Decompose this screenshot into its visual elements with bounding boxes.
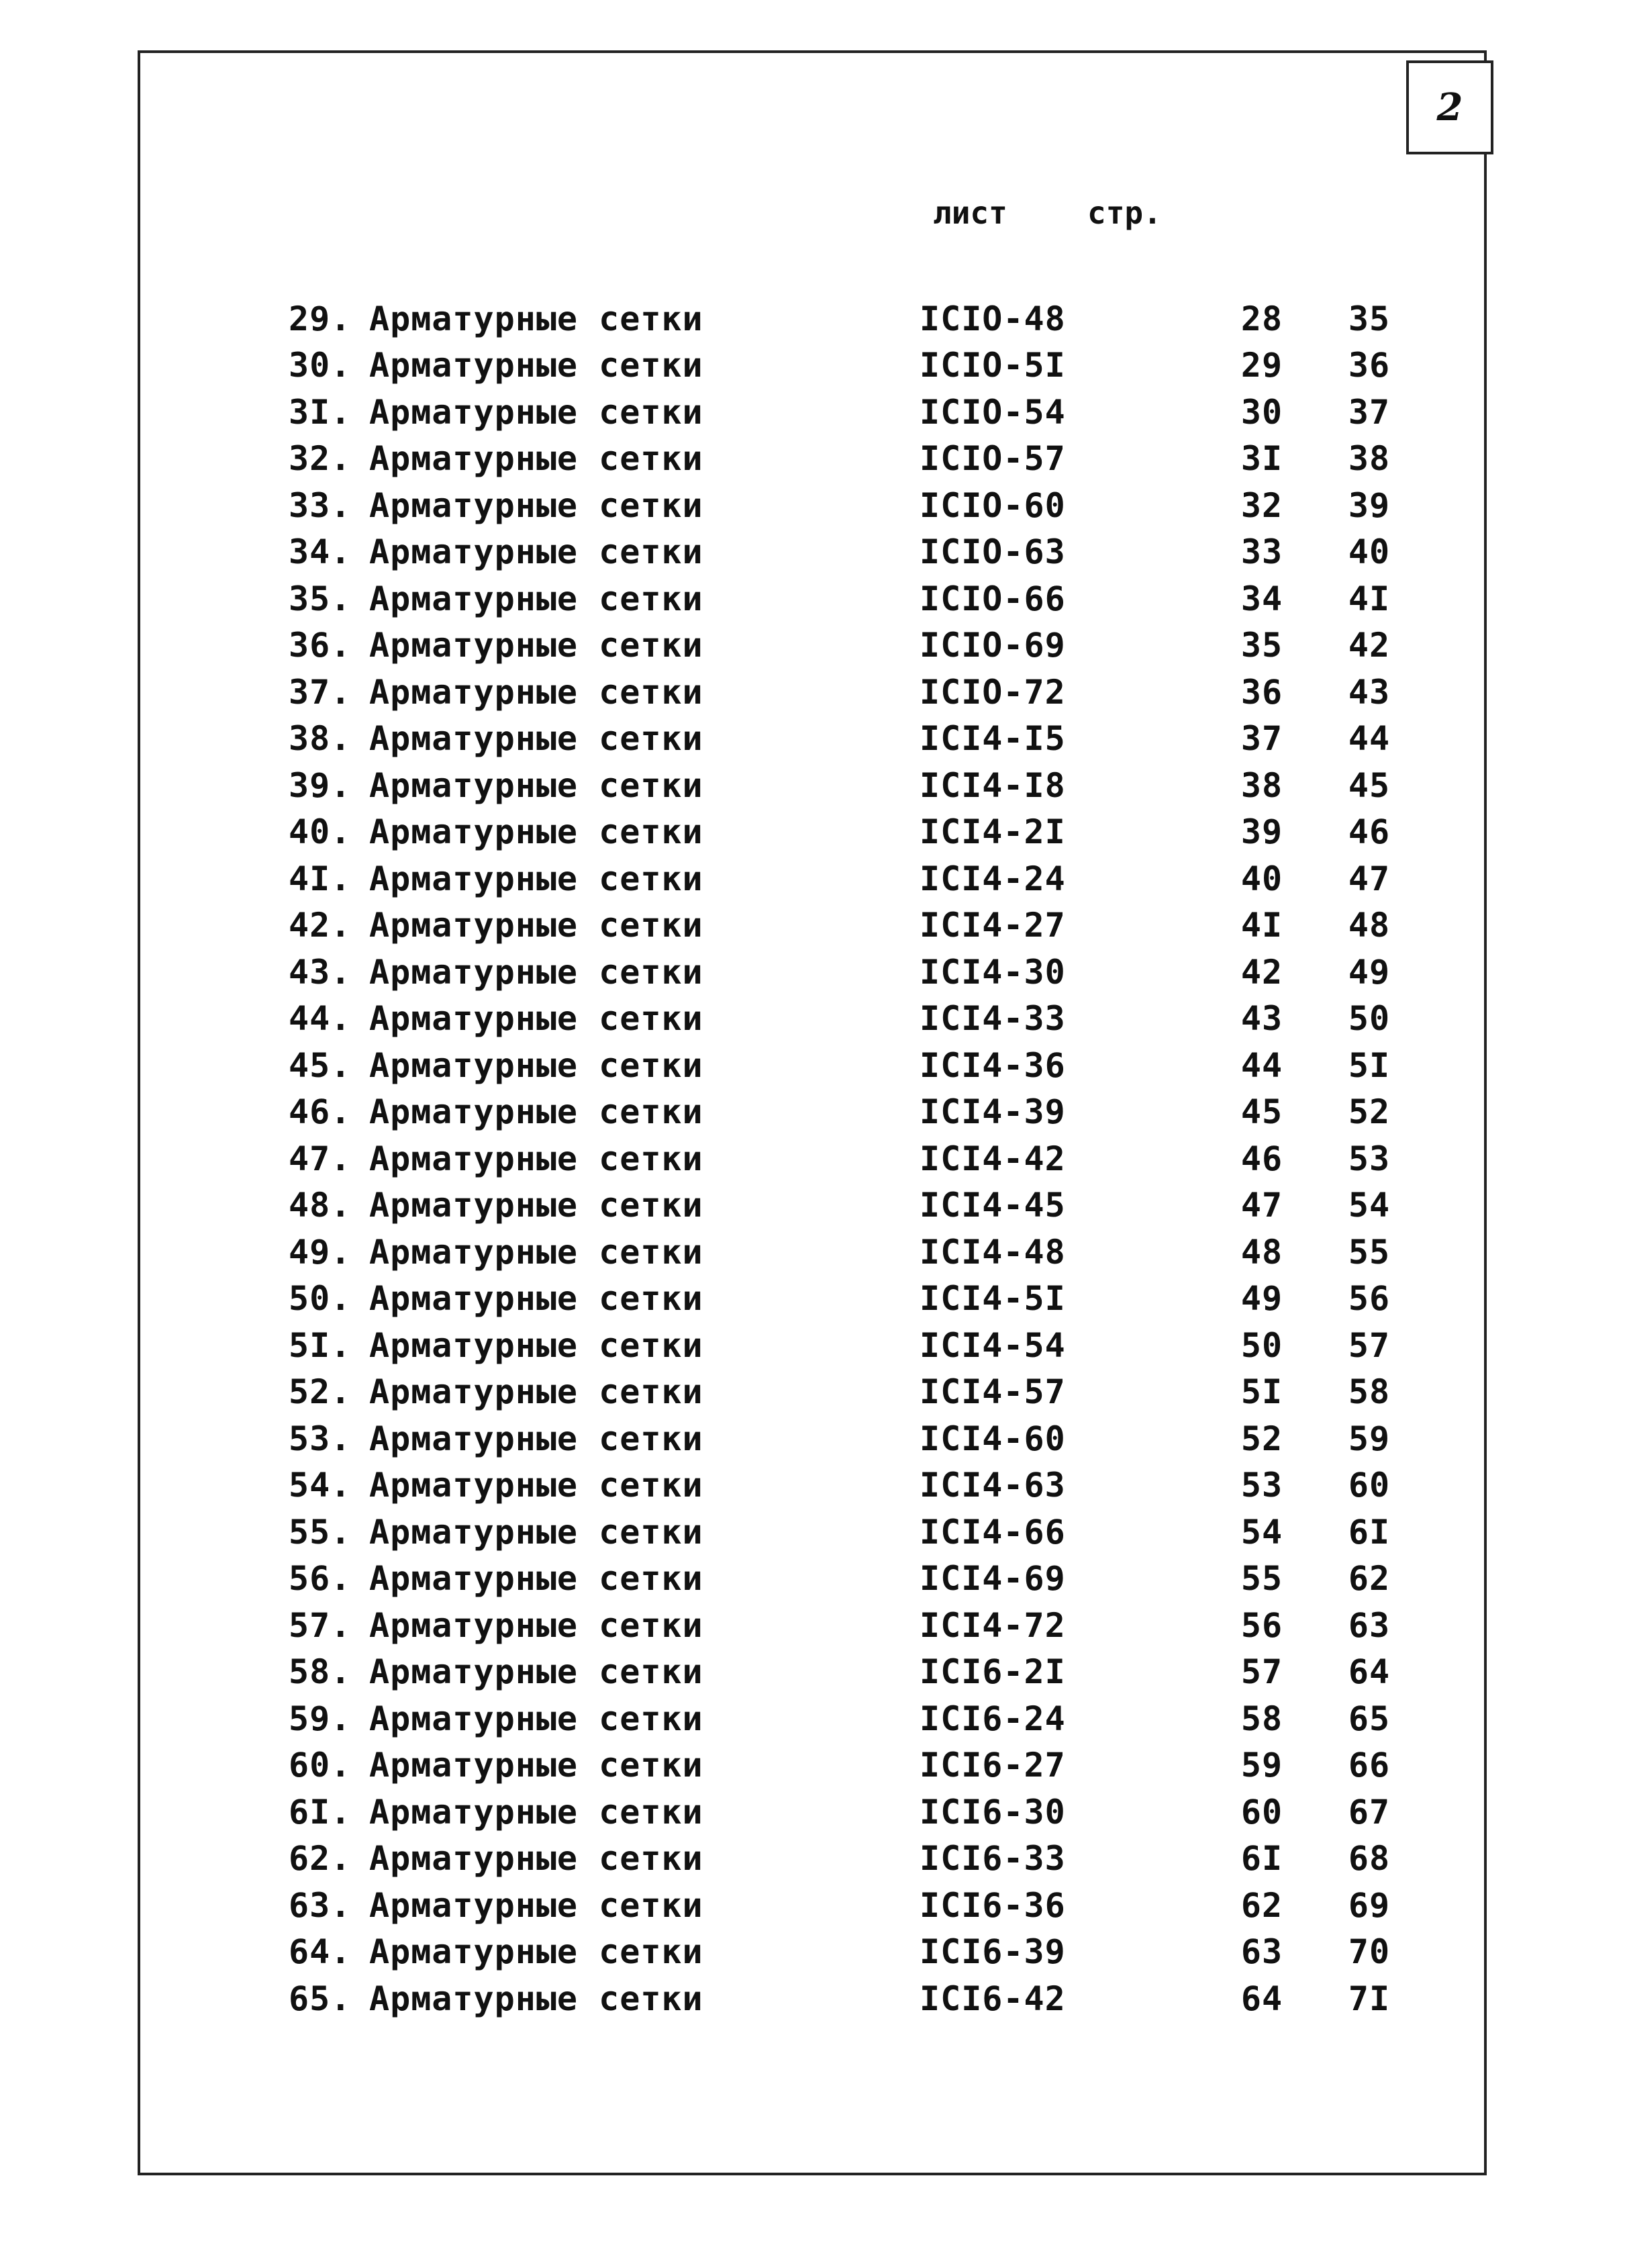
row-code: IСI4-24 [920,859,1066,898]
row-title: Арматурные сетки [369,1932,703,1972]
row-title: Арматурные сетки [369,999,703,1039]
row-number: 52. [289,1372,352,1412]
row-page: 67 [1348,1792,1391,1832]
row-code: IСI4-54 [920,1325,1066,1365]
contents-row [289,1556,1410,1603]
row-sheet: 29 [1240,346,1283,385]
row-title: Арматурные сетки [369,1746,703,1785]
row-title: Арматурные сетки [369,392,703,432]
row-title: Арматурные сетки [369,485,703,525]
contents-row [289,1369,1410,1416]
row-page: 57 [1348,1325,1391,1365]
row-number: 55. [289,1512,352,1552]
row-code: IСI4-60 [920,1419,1066,1458]
row-page: 7I [1348,1979,1391,2018]
contents-row [289,1042,1410,1089]
row-number: 50. [289,1279,352,1319]
row-sheet: 56 [1240,1605,1283,1645]
contents-row [289,996,1410,1043]
row-number: 45. [289,1045,352,1085]
row-title: Арматурные сетки [369,1792,703,1832]
row-number: 46. [289,1092,352,1132]
contents-list [289,295,1410,2022]
row-page: 49 [1348,952,1391,992]
row-sheet: 50 [1240,1325,1283,1365]
row-number: 56. [289,1559,352,1599]
row-page: 35 [1348,299,1391,338]
row-sheet: 58 [1240,1699,1283,1738]
row-sheet: 34 [1240,579,1283,618]
row-title: Арматурные сетки [369,346,703,385]
contents-row [289,855,1410,902]
row-title: Арматурные сетки [369,1839,703,1879]
row-sheet: 46 [1240,1139,1283,1178]
row-title: Арматурные сетки [369,1885,703,1925]
row-number: 62. [289,1839,352,1879]
page-number: 2 [1406,60,1493,154]
row-sheet: 62 [1240,1885,1283,1925]
row-code: IСI4-57 [920,1372,1066,1412]
row-page: 66 [1348,1746,1391,1785]
row-number: 32. [289,439,352,479]
contents-row [289,1462,1410,1509]
row-title: Арматурные сетки [369,299,703,338]
row-code: IСI6-27 [920,1746,1066,1785]
row-sheet: 49 [1240,1279,1283,1319]
row-code: IСI6-36 [920,1885,1066,1925]
row-title: Арматурные сетки [369,1512,703,1552]
row-page: 70 [1348,1932,1391,1972]
row-page: 56 [1348,1279,1391,1319]
row-title: Арматурные сетки [369,1045,703,1085]
row-page: 53 [1348,1139,1391,1178]
column-header-page: стр. [1087,195,1162,231]
contents-row [289,1975,1410,2022]
row-code: IСI6-39 [920,1932,1066,1972]
row-number: 36. [289,626,352,665]
row-number: 64. [289,1932,352,1972]
row-number: 3I. [289,392,352,432]
row-page: 69 [1348,1885,1391,1925]
row-sheet: 32 [1240,485,1283,525]
row-number: 4I. [289,859,352,898]
row-page: 4I [1348,579,1391,618]
contents-row [289,1322,1410,1369]
row-code: IСIО-69 [920,626,1066,665]
row-sheet: 54 [1240,1512,1283,1552]
row-code: IСI6-24 [920,1699,1066,1738]
row-page: 52 [1348,1092,1391,1132]
row-code: IСIО-5I [920,346,1066,385]
row-page: 45 [1348,765,1391,805]
row-page: 50 [1348,999,1391,1039]
row-code: IСI6-2I [920,1652,1066,1692]
row-sheet: 44 [1240,1045,1283,1085]
row-page: 54 [1348,1186,1391,1225]
row-number: 30. [289,346,352,385]
row-sheet: 37 [1240,719,1283,759]
row-number: 65. [289,1979,352,2018]
contents-row [289,436,1410,483]
contents-row [289,1135,1410,1182]
row-title: Арматурные сетки [369,765,703,805]
contents-row [289,529,1410,576]
row-sheet: 48 [1240,1232,1283,1272]
row-code: IСIО-48 [920,299,1066,338]
row-page: 36 [1348,346,1391,385]
row-sheet: 43 [1240,999,1283,1039]
row-sheet: 4I [1240,906,1283,945]
row-page: 64 [1348,1652,1391,1692]
row-number: 5I. [289,1325,352,1365]
contents-row [289,575,1410,622]
row-code: IСI4-63 [920,1466,1066,1505]
column-header-sheet: лист [933,195,1007,231]
row-code: IСI4-27 [920,906,1066,945]
row-number: 39. [289,765,352,805]
row-sheet: 45 [1240,1092,1283,1132]
contents-row [289,716,1410,763]
row-page: 65 [1348,1699,1391,1738]
row-number: 37. [289,672,352,712]
row-sheet: 60 [1240,1792,1283,1832]
row-code: IСI6-33 [920,1839,1066,1879]
row-page: 55 [1348,1232,1391,1272]
contents-row [289,949,1410,996]
row-title: Арматурные сетки [369,1139,703,1178]
row-sheet: 40 [1240,859,1283,898]
row-title: Арматурные сетки [369,1279,703,1319]
row-page: 62 [1348,1559,1391,1599]
row-page: 58 [1348,1372,1391,1412]
row-number: 43. [289,952,352,992]
contents-row [289,482,1410,529]
row-sheet: 63 [1240,1932,1283,1972]
row-sheet: 28 [1240,299,1283,338]
row-sheet: 38 [1240,765,1283,805]
row-code: IСI4-5I [920,1279,1066,1319]
row-sheet: 35 [1240,626,1283,665]
row-code: IСI6-30 [920,1792,1066,1832]
contents-row [289,1929,1410,1976]
row-code: IСI4-33 [920,999,1066,1039]
row-title: Арматурные сетки [369,579,703,618]
row-number: 59. [289,1699,352,1738]
row-code: IСI6-42 [920,1979,1066,2018]
row-sheet: 39 [1240,812,1283,852]
row-sheet: 57 [1240,1652,1283,1692]
contents-row [289,1229,1410,1276]
row-code: IСI4-69 [920,1559,1066,1599]
row-number: 35. [289,579,352,618]
row-sheet: 30 [1240,392,1283,432]
contents-row [289,342,1410,389]
row-title: Арматурные сетки [369,1232,703,1272]
contents-row [289,622,1410,669]
row-number: 53. [289,1419,352,1458]
row-sheet: 42 [1240,952,1283,992]
row-title: Арматурные сетки [369,1466,703,1505]
row-sheet: 33 [1240,532,1283,572]
row-title: Арматурные сетки [369,439,703,479]
row-code: IСI4-45 [920,1186,1066,1225]
row-title: Арматурные сетки [369,532,703,572]
row-title: Арматурные сетки [369,1652,703,1692]
row-title: Арматурные сетки [369,1605,703,1645]
contents-row [289,809,1410,856]
row-sheet: 52 [1240,1419,1283,1458]
row-code: IСI4-39 [920,1092,1066,1132]
row-sheet: 3I [1240,439,1283,479]
row-title: Арматурные сетки [369,1559,703,1599]
contents-row [289,1276,1410,1323]
contents-row [289,1182,1410,1229]
row-title: Арматурные сетки [369,952,703,992]
contents-row [289,1649,1410,1696]
row-code: IСIО-63 [920,532,1066,572]
row-number: 48. [289,1186,352,1225]
row-title: Арматурные сетки [369,1186,703,1225]
row-code: IСI4-I5 [920,719,1066,759]
row-title: Арматурные сетки [369,812,703,852]
row-sheet: 36 [1240,672,1283,712]
row-title: Арматурные сетки [369,1325,703,1365]
row-number: 63. [289,1885,352,1925]
row-title: Арматурные сетки [369,1699,703,1738]
row-page: 46 [1348,812,1391,852]
row-page: 38 [1348,439,1391,479]
row-code: IСI4-42 [920,1139,1066,1178]
contents-row [289,1695,1410,1742]
row-title: Арматурные сетки [369,859,703,898]
row-page: 44 [1348,719,1391,759]
row-code: IСI4-30 [920,952,1066,992]
contents-row [289,762,1410,809]
row-code: IСIО-54 [920,392,1066,432]
row-page: 47 [1348,859,1391,898]
row-code: IСIО-66 [920,579,1066,618]
row-title: Арматурные сетки [369,719,703,759]
row-sheet: 5I [1240,1372,1283,1412]
contents-row [289,902,1410,949]
contents-row [289,669,1410,716]
contents-row [289,1509,1410,1556]
row-number: 6I. [289,1792,352,1832]
contents-row [289,1602,1410,1649]
row-sheet: 59 [1240,1746,1283,1785]
row-sheet: 53 [1240,1466,1283,1505]
contents-row [289,389,1410,436]
row-page: 39 [1348,485,1391,525]
row-page: 5I [1348,1045,1391,1085]
contents-row [289,1882,1410,1929]
contents-row [289,1415,1410,1462]
row-page: 48 [1348,906,1391,945]
row-number: 42. [289,906,352,945]
row-title: Арматурные сетки [369,1372,703,1412]
row-code: IСI4-36 [920,1045,1066,1085]
row-page: 42 [1348,626,1391,665]
row-number: 44. [289,999,352,1039]
row-sheet: 64 [1240,1979,1283,2018]
row-number: 33. [289,485,352,525]
row-code: IСIО-60 [920,485,1066,525]
row-number: 49. [289,1232,352,1272]
row-sheet: 47 [1240,1186,1283,1225]
contents-row [289,1836,1410,1883]
row-number: 54. [289,1466,352,1505]
row-sheet: 55 [1240,1559,1283,1599]
row-page: 6I [1348,1512,1391,1552]
row-page: 40 [1348,532,1391,572]
contents-row [289,1742,1410,1789]
row-title: Арматурные сетки [369,1092,703,1132]
row-code: IСIО-72 [920,672,1066,712]
row-number: 40. [289,812,352,852]
row-code: IСI4-I8 [920,765,1066,805]
contents-row [289,295,1410,342]
row-page: 60 [1348,1466,1391,1505]
row-code: IСI4-66 [920,1512,1066,1552]
row-code: IСI4-48 [920,1232,1066,1272]
row-number: 34. [289,532,352,572]
row-page: 37 [1348,392,1391,432]
row-title: Арматурные сетки [369,1979,703,2018]
row-sheet: 6I [1240,1839,1283,1879]
row-number: 58. [289,1652,352,1692]
row-number: 57. [289,1605,352,1645]
row-number: 38. [289,719,352,759]
row-number: 29. [289,299,352,338]
row-page: 59 [1348,1419,1391,1458]
row-number: 60. [289,1746,352,1785]
row-title: Арматурные сетки [369,672,703,712]
row-code: IСI4-2I [920,812,1066,852]
row-code: IСIО-57 [920,439,1066,479]
row-page: 63 [1348,1605,1391,1645]
contents-row [289,1089,1410,1136]
contents-row [289,1789,1410,1836]
row-page: 68 [1348,1839,1391,1879]
row-number: 47. [289,1139,352,1178]
row-code: IСI4-72 [920,1605,1066,1645]
row-title: Арматурные сетки [369,906,703,945]
row-title: Арматурные сетки [369,626,703,665]
row-title: Арматурные сетки [369,1419,703,1458]
row-page: 43 [1348,672,1391,712]
